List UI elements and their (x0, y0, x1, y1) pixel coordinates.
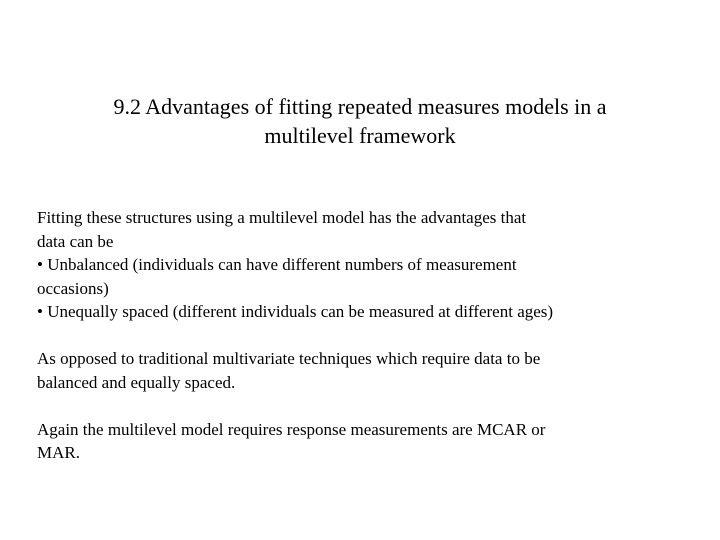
body-line: Again the multilevel model requires response measurements are MCAR or (37, 419, 546, 439)
slide-body (37, 206, 677, 465)
paragraph-traditional (37, 347, 677, 394)
paragraph-mcar (37, 418, 677, 465)
slide-title (60, 92, 660, 150)
body-line: occasions) (37, 278, 109, 298)
body-line: MAR. (37, 443, 80, 462)
body-line: Fitting these structures using a multilevel model has the advantages that (37, 208, 527, 227)
bullet-unbalanced: • Unbalanced (individuals can have different numbers of measurement (37, 255, 517, 274)
title-line-2: multilevel framework (264, 123, 456, 148)
body-line: data can be (37, 231, 114, 251)
body-line: As opposed to traditional multivariate techniques which require data to be (37, 349, 541, 368)
paragraph-spacer (37, 394, 677, 418)
paragraph-spacer (37, 324, 677, 348)
paragraph-advantages (37, 206, 677, 324)
title-line-1: 9.2 Advantages of fitting repeated measures models in a (113, 94, 607, 119)
body-line: balanced and equally spaced. (37, 372, 236, 392)
bullet-unequally-spaced: • Unequally spaced (different individuals can be measured at different ages) (37, 302, 554, 321)
